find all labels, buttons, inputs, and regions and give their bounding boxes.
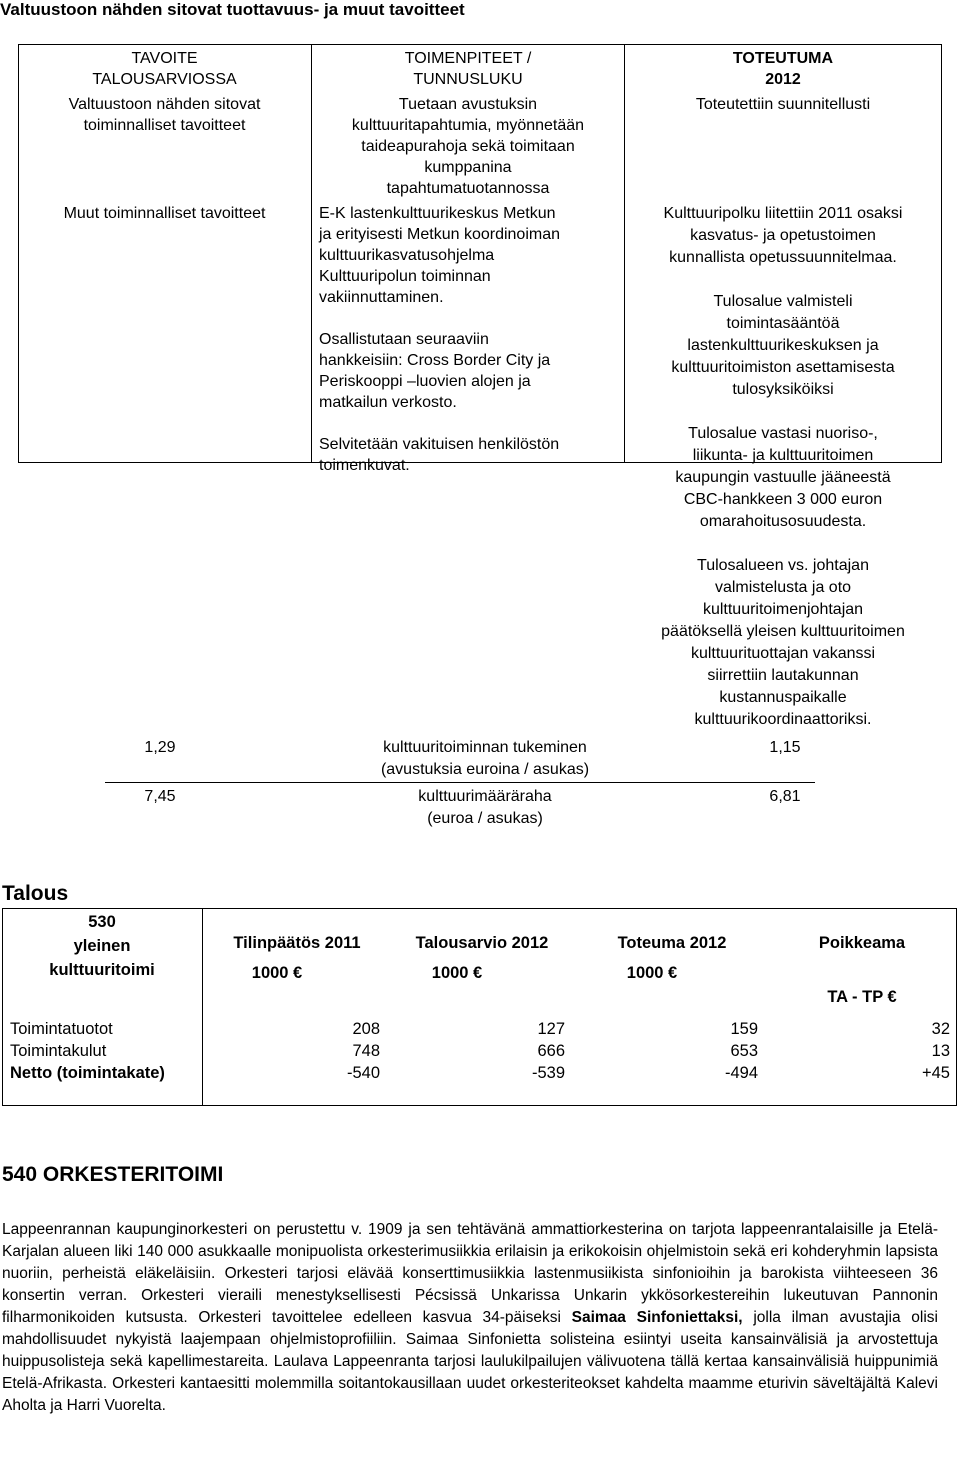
table-cell: -540 — [346, 1064, 380, 1082]
action-line: vakiinnuttaminen. — [319, 289, 444, 306]
header-line: TOIMENPITEET / — [404, 50, 532, 67]
result-line: kulttuuritoimiston asettamisesta — [671, 359, 895, 376]
finance-table — [2, 908, 957, 1106]
section-body — [2, 1219, 938, 1417]
table-border-bottom — [2, 1105, 957, 1106]
table-cell: 13 — [931, 1042, 950, 1060]
action-line: kumppanina — [424, 159, 512, 176]
page-title: Valtuustoon nähden sitovat tuottavuus- ja muut tavoitteet — [0, 0, 465, 19]
metric-label — [310, 786, 660, 830]
action-cell — [312, 94, 624, 199]
column-header: Tilinpäätös 2011 — [233, 934, 361, 952]
result-line: kunnallista opetussuunnitelmaa. — [669, 249, 897, 266]
metric-label-line: kulttuuritoiminnan tukeminen — [383, 739, 587, 756]
row-label: Toimintatuotot — [10, 1020, 113, 1038]
result-line: valmistelusta ja oto — [714, 579, 852, 596]
result-line: toimintasääntöä — [726, 315, 840, 332]
action-line: toimenkuvat. — [319, 457, 410, 474]
column-values-2011 — [282, 1018, 380, 1084]
result-line: Tulosalue valmisteli — [713, 293, 853, 310]
column-header-result — [625, 48, 941, 90]
goal-line: Muut toiminnalliset tavoitteet — [63, 205, 266, 222]
goal-line: toiminnalliset tavoitteet — [83, 117, 246, 134]
result-cell — [625, 94, 941, 115]
table-cell: -494 — [724, 1064, 758, 1082]
table-cell: 208 — [352, 1020, 380, 1038]
action-line: kulttuuritapahtumia, myönnetään — [351, 117, 585, 134]
action-line: hankkeisiin: Cross Border City ja — [319, 352, 551, 369]
metric-label-line: (euroa / asukas) — [427, 810, 543, 827]
action-line: matkailun verkosto. — [319, 394, 457, 411]
result-line: Tulosalueen vs. johtajan — [697, 557, 869, 574]
unit-header: 1000 € — [431, 964, 483, 982]
action-line: Periskooppi –luovien alojen ja — [319, 373, 531, 390]
goal-line: Valtuustoon nähden sitovat — [68, 96, 261, 113]
column-values-tp2012 — [660, 1018, 758, 1084]
body-text-bold: Saimaa Sinfoniettaksi, — [571, 1309, 743, 1326]
metric-label — [310, 737, 660, 781]
unit-label-line: yleinen — [73, 937, 131, 955]
result-line: lastenkulttuurikeskuksen ja — [687, 337, 879, 354]
metric-actual: 1,15 — [769, 739, 801, 756]
table-border-top — [2, 908, 957, 909]
result-line: päätöksellä yleisen kulttuuritoimen — [661, 623, 905, 640]
metric-target: 7,45 — [144, 788, 176, 805]
header-line: TUNNUSLUKU — [413, 71, 523, 88]
column-header-goal — [18, 48, 311, 90]
unit-label-line: 530 — [88, 913, 116, 931]
result-line: Tulosalue vastasi nuoriso-, — [688, 425, 878, 442]
goal-cell — [18, 94, 311, 136]
metric-target: 1,29 — [144, 739, 176, 756]
row-labels — [10, 1018, 200, 1084]
table-border-top — [18, 44, 942, 45]
result-line: Kulttuuripolku liitettiin 2011 osaksi — [663, 205, 903, 222]
table-cell: 653 — [730, 1042, 758, 1060]
unit-label-line: kulttuuritoimi — [49, 961, 155, 979]
body-text: Lappeenrannan kaupunginorkesteri on perustettu v. 1909 ja sen tehtävänä ammattiorkesterina on tarjota lappeenrantalaisille ja Etelä-Karjalan alueen liki 140 000 asukkaalle monipuolista orkesterimusiikkia erilaisin ja erikokoisin ohjelmistoin sekä eri kohderyhmin lapsista nuoriin, perheistä eläkeläisiin. Orkesteri tarjosi elävää konserttimusiikkia lastenmusiikista sinfonioihin ja barokista viihteeseen 36 konsertin verran. Orkesteri vieraili menestyksellisesti Pécsissä Unkarissa Unkarin ykkösorkestereihin lukeutuvan Pannonin filharmonikoiden kutsusta. Orkesteri tavoittelee edelleen kasvua 34-päiseksi — [2, 1221, 938, 1326]
body-text: jolla ilman avustajia olisi mahdollisuudet nykyistä laajempaan ohjelmistoprofiiliin. Saimaa Sinfonietta solisteina esiintyi useita kansainvälisiä ja arvostettuja huippusolisteja sekä kapellimestareita. Laulava Lappeenranta tarjosi laulukilpailujen välivuotena tällä kertaa kansainvälisiä huippunimiä Etelä-Afrikasta. Orkesteri kantaesitti molemmilla soitantokausillaan uudet orkesteriteokset kahdelta maamme eturivin säveltäjältä Kalevi Aholta ja Harri Vuorelta. — [2, 1309, 938, 1414]
result-line: siirrettiin lautakunnan — [707, 667, 859, 684]
action-line: Kulttuuripolun toiminnan — [319, 268, 491, 285]
table-border-right — [941, 44, 942, 463]
column-header-actions — [312, 48, 624, 90]
unit-header: 1000 € — [251, 964, 303, 982]
unit-label — [2, 910, 202, 982]
header-line: TOTEUTUMA — [732, 50, 834, 67]
header-line: TALOUSARVIOSSA — [92, 71, 237, 88]
row-label: Netto (toimintakate) — [10, 1064, 165, 1082]
section-title: 540 ORKESTERITOIMI — [2, 1163, 224, 1186]
unit-header: 1000 € — [626, 964, 678, 982]
column-divider — [202, 908, 203, 1106]
action-line: Tuetaan avustuksin — [398, 96, 538, 113]
action-line: taideapurahoja sekä toimitaan — [361, 138, 575, 155]
table-cell: -539 — [531, 1064, 565, 1082]
action-cell — [319, 203, 619, 476]
metric-label-line: kulttuurimääräraha — [418, 788, 552, 805]
table-cell: 748 — [352, 1042, 380, 1060]
result-line: omarahoitusosuudesta. — [699, 513, 867, 530]
column-values-deviation — [852, 1018, 950, 1084]
action-line: Osallistutaan seuraaviin — [319, 331, 489, 348]
metric-label-line: (avustuksia euroina / asukas) — [380, 761, 590, 778]
result-line: kulttuurikoordinaattoriksi. — [694, 711, 872, 728]
column-values-ta2012 — [467, 1018, 565, 1084]
table-cell: 666 — [537, 1042, 565, 1060]
result-line: kulttuuritoimenjohtajan — [702, 601, 864, 618]
table-border-right — [956, 908, 957, 1106]
table-cell: 159 — [730, 1020, 758, 1038]
goal-cell — [18, 203, 311, 224]
result-line: tulosyksiköiksi — [732, 381, 834, 398]
action-line: Selvitetään vakituisen henkilöstön — [319, 436, 560, 453]
result-line: kaupungin vastuulle jääneestä — [675, 469, 891, 486]
column-header: Talousarvio 2012 — [415, 934, 549, 952]
result-line: liikunta- ja kulttuuritoimen — [692, 447, 874, 464]
goal-table — [18, 44, 942, 728]
metric-separator — [105, 782, 815, 783]
action-line: tapahtumatuotannossa — [386, 180, 550, 197]
result-line: CBC-hankkeen 3 000 euron — [683, 491, 883, 508]
result-line: kustannuspaikalle — [719, 689, 847, 706]
table-cell: 32 — [931, 1020, 950, 1038]
result-line: kasvatus- ja opetustoimen — [690, 227, 876, 244]
action-line: ja erityisesti Metkun koordinoiman — [319, 226, 560, 243]
table-cell: 127 — [537, 1020, 565, 1038]
metric-actual: 6,81 — [769, 788, 801, 805]
column-header: Toteuma 2012 — [617, 934, 727, 952]
result-cell — [625, 203, 941, 731]
result-line: Toteutettiin suunnitellusti — [695, 96, 871, 113]
column-header: Poikkeama — [818, 934, 906, 952]
header-line: TAVOITE — [131, 50, 198, 67]
unit-header: TA - TP € — [827, 988, 897, 1006]
finance-title: Talous — [2, 882, 69, 905]
action-line: E-K lastenkulttuurikeskus Metkun — [319, 205, 556, 222]
header-line: 2012 — [765, 71, 801, 88]
action-line: kulttuurikasvatusohjelma — [319, 247, 495, 264]
table-cell: +45 — [922, 1064, 950, 1082]
row-label: Toimintakulut — [10, 1042, 107, 1060]
result-line: kulttuurituottajan vakanssi — [690, 645, 876, 662]
